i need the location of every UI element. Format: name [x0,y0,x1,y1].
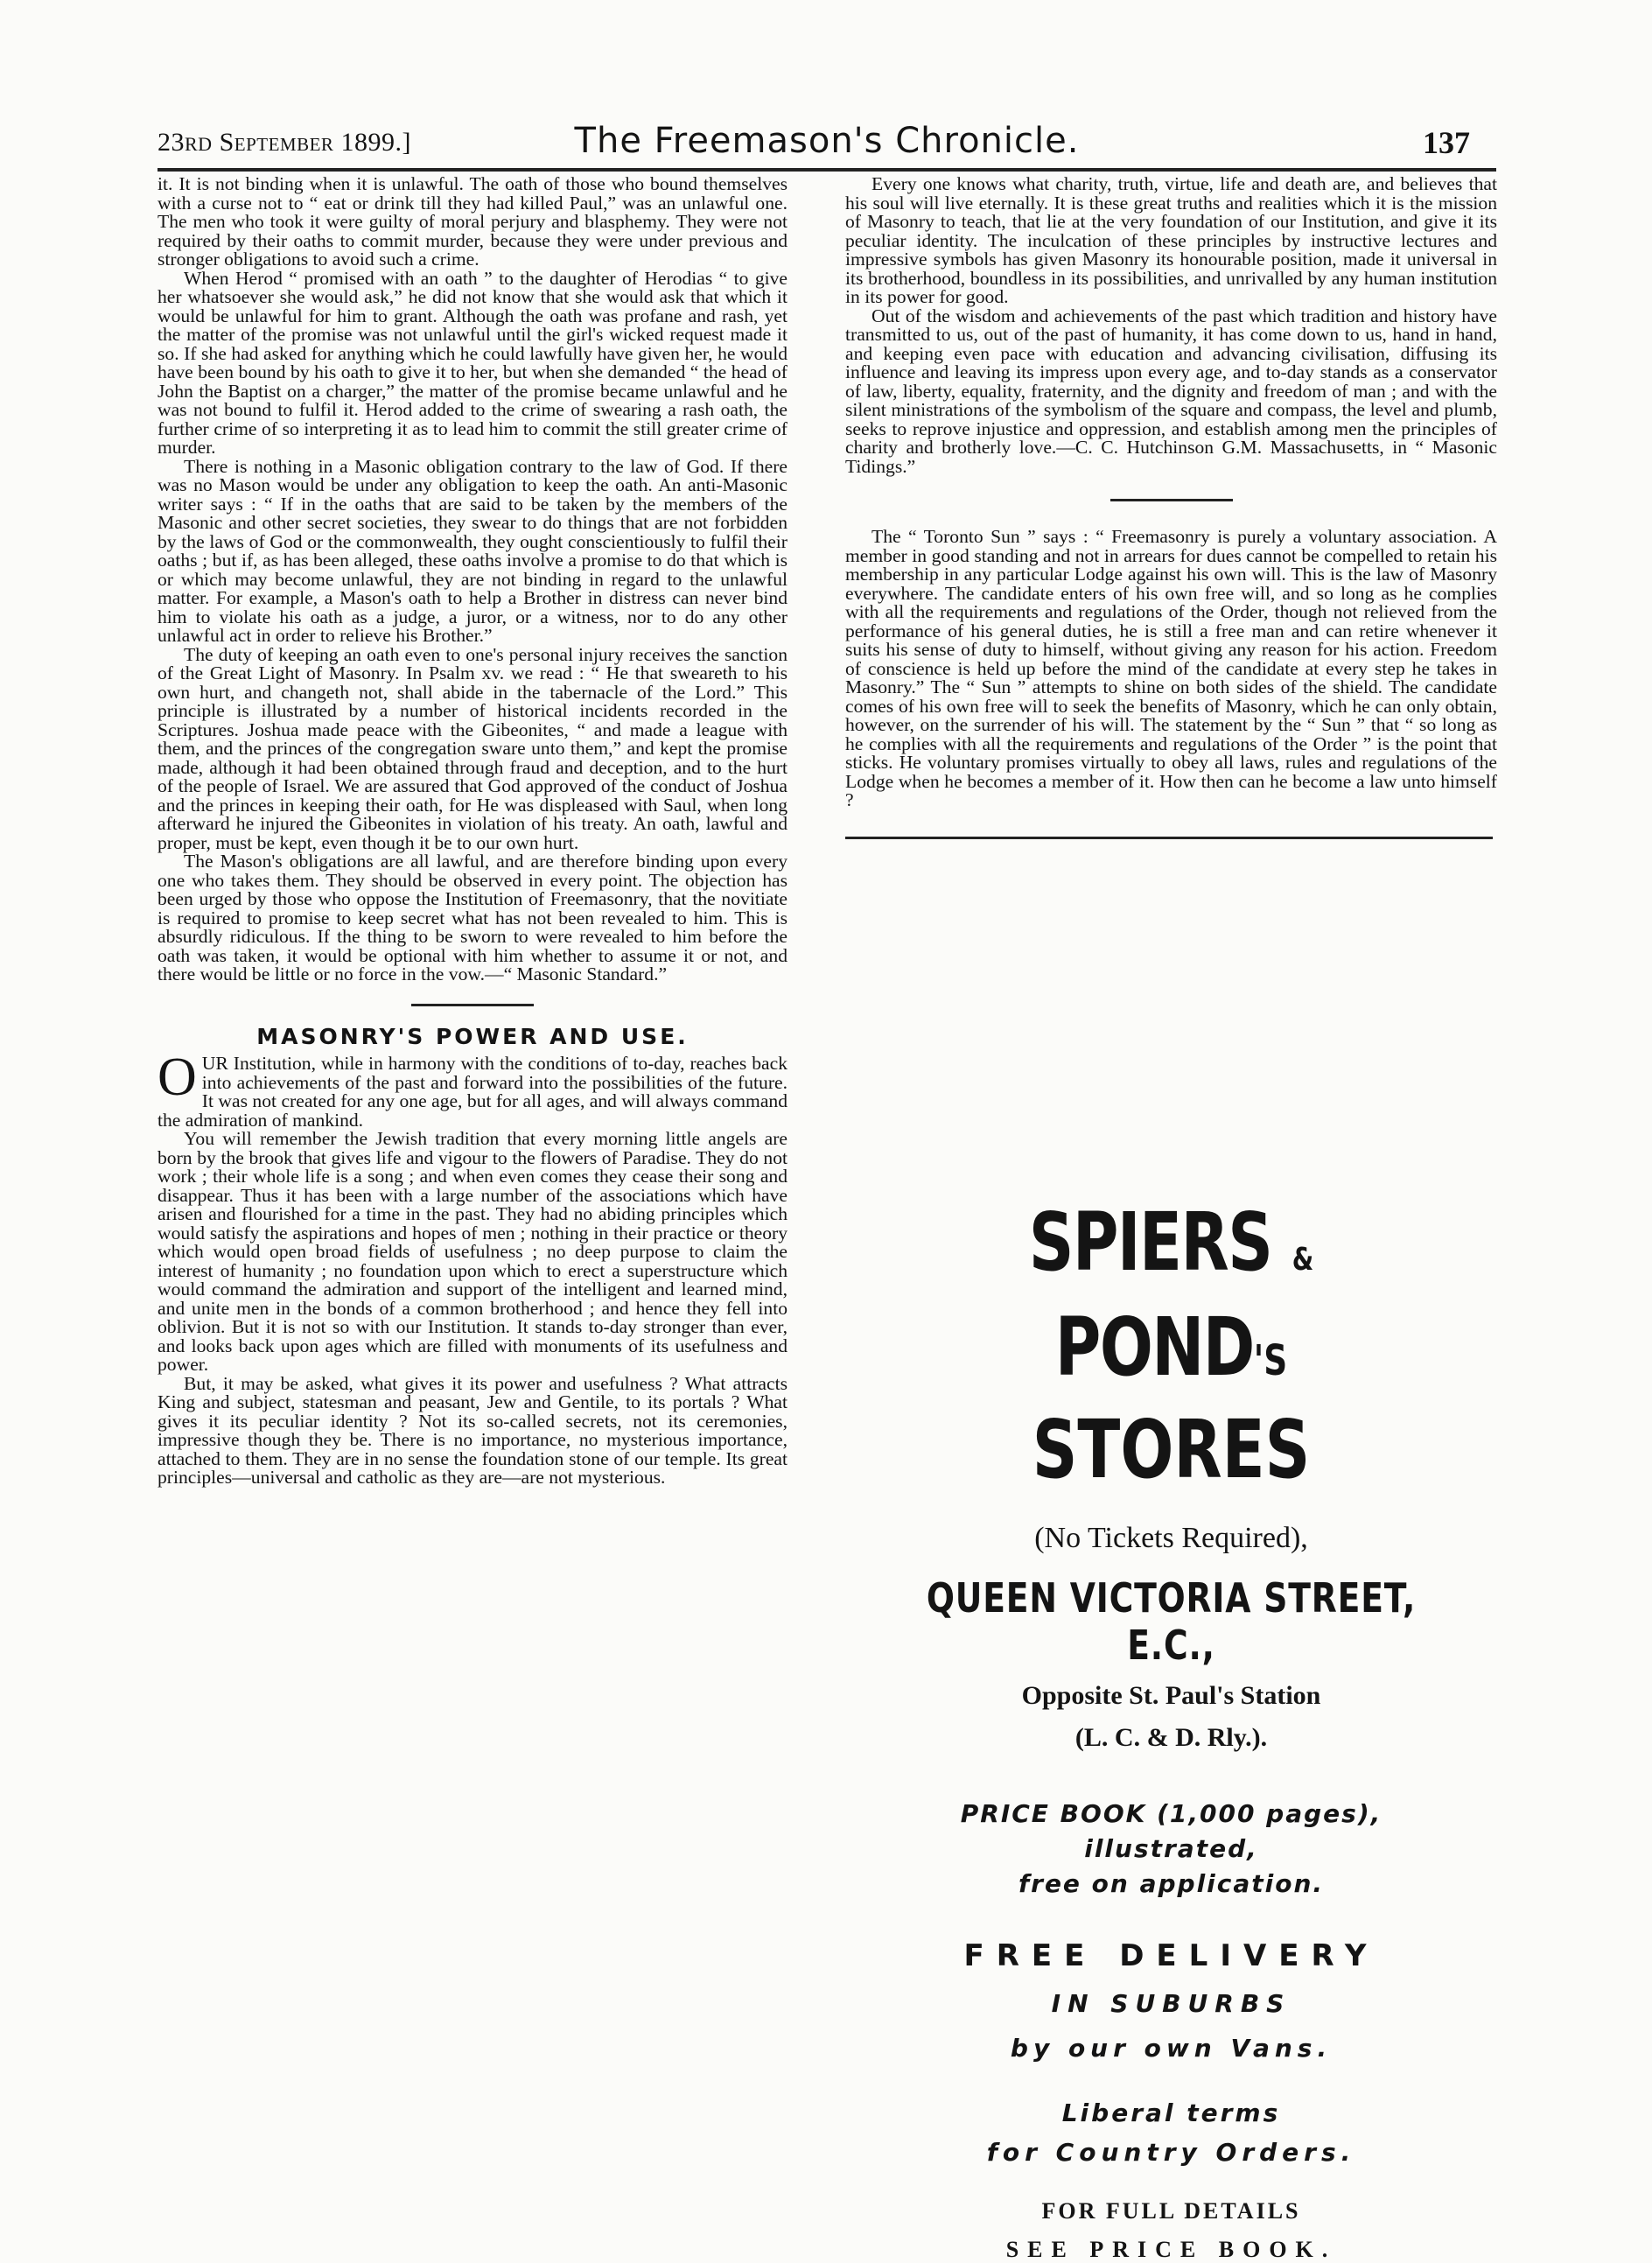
ad-firm-name: SPIERS & POND'S [1028,1195,1314,1394]
ad-stores: STORES [1032,1403,1311,1496]
ad-free-delivery: FREE DELIVERY [963,1938,1379,1973]
ad-price-book: PRICE BOOK (1,000 pages), illustrated, free on application. [960,1799,1382,1898]
ad-no-tickets: (No Tickets Required), [1034,1522,1308,1554]
section-divider [1110,499,1233,501]
article-paragraph: Every one knows what charity, truth, virtue, life and death are, and believes that his soul will live eternally. It is these great truths and realities which it is the mission of Masonry to teach, that lie at the very foundation of our Institution, and give it its peculiar identity. The inculcation of these principles by instructive lectures and impressive symbols has given Masonry its honourable position, made it universal in its brotherhood, boundless in its possibilities, and unrivalled by any human institution in its power for good. [845,173,1497,307]
article-paragraph: The Mason's obligations are all lawful, and are therefore binding upon every one who takes them. They should be observed in every point. The objection has been urged by those who oppose the Institution of Freemasonry, that the novitiate is required to promise to keep secret what has not been revealed to him. This is absurdly ridiculous. If the thing to be sworn to were revealed to him before the oath was taken, it would be optional with him whether to assume it or not, and there would be little or no force in the vow.—“ Masonic Standard.” [158,851,788,984]
article-paragraph: The duty of keeping an oath even to one's personal injury receives the sanction of the Great Light of Masonry. In Psalm xv. we read : “ He that sweareth to his own hurt, and changeth not, shall abide in the tabernacle of the Lord.” This principle is illustrated by a number of historical incidents recorded in the Scriptures. Joshua made peace with the Gibeonites, “ and made a league with them, and the princes of the congregation sware unto them,” and kept the promise made, although it had been obtained through fraud and deception, and to the hurt of the people of Israel. We are assured that God approved of the conduct of Joshua and the princes in keeping their oath, for He was displeased with Saul, when long afterward he injured the Gibeonites in violation of his treaty. An oath, lawful and proper, must be kept, even though it be to our own hurt. [158,643,788,853]
article-heading: MASONRY'S POWER AND USE. [256,1023,689,1049]
ad-own-vans: by our own Vans. [1010,2034,1333,2063]
ad-railway: (L. C. & D. Rly.). [1074,1723,1268,1752]
issue-date: 23RD September 1899.] [158,128,411,157]
masthead-rule [158,168,1496,172]
article-paragraph: There is nothing in a Masonic obligation contrary to the law of God. If there was no Mason would be under any obligation to keep the oath. An anti-Masonic writer says : “ If in the oaths that are said to be taken by the members of the Masonic and other secret societies, they swear to do things that are not forbidden by the laws of God or the commonwealth, they ought conscientiously to fulfil their oaths ; but if, as has been alleged, these oaths involve a promise to do that which is or which may become unlawful, they are not binding in regard to the unlawful matter. For example, a Mason's oath to help a Brother in distress can never bind him to violate his oath as a judge, a juror, or a witness, nor to do any other unlawful act in order to relieve his Brother.” [158,455,788,646]
left-column [158,175,788,1488]
right-column [845,175,1497,839]
ad-opposite: Opposite St. Paul's Station [1021,1681,1321,1710]
ad-street: QUEEN VICTORIA STREET, E.C., [926,1574,1417,1669]
ad-country-orders: for Country Orders. [986,2138,1356,2167]
ad-liberal-terms: Liberal terms [1061,2098,1281,2127]
ad-see-price-book: SEE PRICE BOOK. [1005,2237,1337,2262]
article-paragraph: You will remember the Jewish tradition that every morning little angels are born by the brook that gives life and vigour to the flowers of Paradise. They do not work ; their whole life is a song ; and when even comes they cease their song and disappear. Thus it has been with a large number of the associations which have arisen and flourished for a time in the past. They had no abiding principles which would satisfy the aspirations and hopes of men ; nothing in their practice or theory which would open broad fields of usefulness ; no deep purpose to claim the interest of humanity ; no foundation upon which to erect a superstructure which would command the admiration and support of the intelligent and learned mind, and unite men in the bonds of a common brotherhood ; and hence they fell into oblivion. But it is not so with our Institution. It stands to-day stronger than ever, and looks back upon ages which are filled with monuments of its usefulness and power. [158,1128,788,1375]
advertisement-divider [845,837,1493,839]
section-divider [411,1004,534,1006]
article-paragraph: The “ Toronto Sun ” says : “ Freemasonry is purely a voluntary association. A member in good standing and not in arrears for dues cannot be compelled to retain his membership in any particular Lodge against his own will. This is the law of Masonry everywhere. The candidate enters of his own free will, and so long as he complies with all the requirements and regulations of the Order, though not relieved from the performance of his general duties, he is still a free man and can retire whenever it suits his sense of duty to himself, without giving any reason for his action. Freedom of conscience is held up before the mind of the candidate at every step he takes in Masonry.” The “ Sun ” attempts to shine on both sides of the shield. The candidate comes of his own free will to seek the benefits of Masonry, which he can only obtain, however, on the surrender of his will. The statement by the “ Sun ” that “ so long as he complies with all the requirements and regulations of the Order ” is the point that sticks. He voluntary promises virtually to obey all laws, rules and regulations of the Lodge when he becomes a member of it. How then can he become a law unto himself ? [845,526,1497,810]
ad-full-details: FOR FULL DETAILS [1041,2198,1301,2224]
article-paragraph: OUR Institution, while in harmony with the conditions of to-day, reaches back into achievements of the past and forward into the possibilities of the future. It was not created for any one age, but for all ages, and will always command the admiration of mankind. [158,1047,788,1131]
masthead [158,121,1496,165]
ad-in-suburbs: IN SUBURBS [1051,1989,1292,2018]
article-paragraph: When Herod “ promised with an oath ” to the daughter of Herodias “ to give her whatsoever she would ask,” he did not know that she would ask that which it would be unlawful for him to grant. Although the oath was profane and rash, yet the matter of the promise was not unlawful until the girl's wicked request made it so. If she had asked for anything which he could lawfully have given her, he would have been bound by his oath to give it to her, but when she demanded “ the head of John the Baptist on a charger,” the matter of the promise became unlawful and he was not bound to fulfil it. Herod added to the crime of swearing a rash oath, the further crime of so interpreting it as to lead him to commit the still greater crime of murder. [158,267,788,458]
publication-title: The Freemason's Chronicle. [574,121,1080,161]
article-paragraph: Out of the wisdom and achievements of the past which tradition and history have transmitted to us, out of the past of humanity, it has come down to us, hand in hand, and keeping even pace with education and advancing civilisation, diffusing its influence and leaving its impress upon every age, and to-day stands as a conservator of law, liberty, equality, fraternity, and the dignity and freedom of man ; and with the silent ministrations of the symbolism of the square and compass, the level and plumb, seeks to reprove injustice and oppression, and establish among men the principles of charity and brotherly love.—C. C. Hutchinson G.M. Massachusetts, in “ Masonic Tidings.” [845,305,1497,477]
drop-cap: O [158,1047,197,1107]
advertisement [845,1173,1497,2263]
page-number: 137 [1423,125,1470,160]
article-paragraph: it. It is not binding when it is unlawful. The oath of those who bound themselves with a curse not to “ eat or drink till they had killed Paul,” was an unlawful one. The men who took it were guilty of moral perjury and blasphemy. They were not required by their oaths to commit murder, because they were under previous and stronger obligations to avoid such a crime. [158,173,788,270]
article-paragraph: But, it may be asked, what gives it its power and usefulness ? What attracts King and subject, statesman and peasant, Jew and Gentile, to its portals ? What gives it its peculiar identity ? Not its so-called secrets, not its ceremonies, impressive though they be. There is no importance, no mysterious importance, attached to them. They are in no sense the foundation stone of our temple. Its great principles—universal and catholic as they are—are not mysterious. [158,1372,788,1488]
